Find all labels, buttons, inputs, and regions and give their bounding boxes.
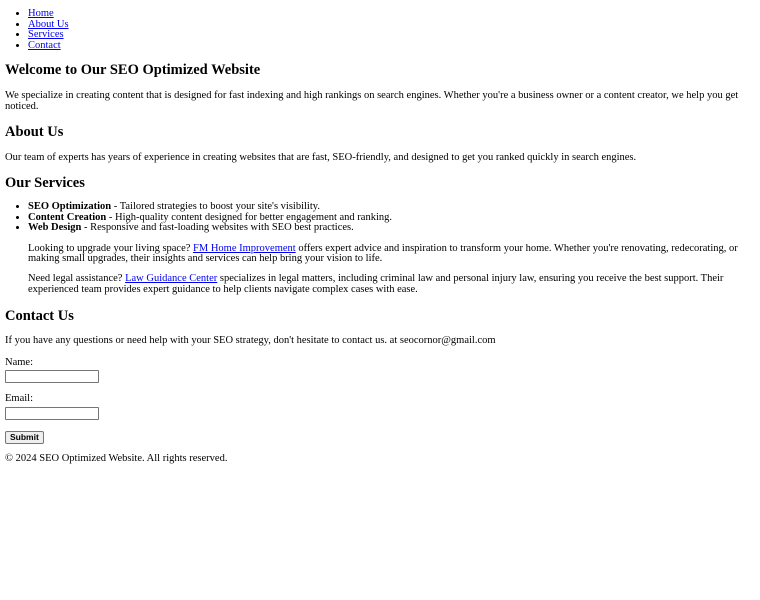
nav-item-contact (28, 41, 755, 52)
fm-home-improvement-link[interactable]: FM Home Improvement (193, 242, 296, 254)
nav-item-services (28, 30, 755, 41)
home-improvement-blurb (28, 244, 738, 265)
service-name: Web Design (28, 222, 82, 234)
nav-list (5, 0, 755, 51)
name-field-wrap (5, 370, 755, 383)
about-heading: About Us (5, 124, 64, 141)
service-desc: - Tailored strategies to boost your site's visibility. (111, 200, 320, 212)
contact-text: If you have any questions or need help with your SEO strategy, don't hesitate to contact us. at seocornor@gmail.com (5, 335, 496, 347)
nav-link-services[interactable]: Services (28, 29, 64, 41)
nav-link-contact[interactable]: Contact (28, 39, 61, 51)
email-input[interactable] (5, 407, 99, 420)
blurb-text-before: Looking to upgrade your living space? (28, 242, 194, 254)
name-label: Name: (5, 356, 33, 368)
services-list (5, 202, 755, 234)
law-guidance-center-link[interactable]: Law Guidance Center (125, 273, 218, 285)
contact-form (5, 358, 755, 444)
nav-item-home (28, 9, 755, 20)
submit-button[interactable]: Submit (5, 431, 44, 444)
footer-copyright: © 2024 SEO Optimized Website. All rights reserved. (5, 453, 228, 465)
submit-wrap (5, 431, 755, 444)
name-input[interactable] (5, 370, 99, 383)
blurb-text-before: Need legal assistance? (28, 273, 126, 285)
service-item-web-design (28, 223, 755, 234)
about-text: Our team of experts has years of experience in creating websites that are fast, SEO-friendly, and designed to get you ranked quickly in search engines. (5, 151, 637, 163)
service-desc: - Responsive and fast-loading websites with SEO best practices. (81, 222, 354, 234)
contact-section (5, 309, 755, 445)
service-desc: - High-quality content designed for better engagement and ranking. (106, 211, 393, 223)
nav-link-home[interactable]: Home (28, 8, 54, 19)
page-title: Welcome to Our SEO Optimized Website (5, 62, 261, 79)
main-nav (5, 0, 755, 51)
welcome-section (5, 63, 755, 112)
blurb-text-after: specializes in legal matters, including criminal law and personal injury law, ensuring you receive the best support. Their experienced team provides expert guidance to help clients navigate complex cases with ease. (28, 273, 724, 295)
welcome-text: We specialize in creating content that is designed for fast indexing and high rankings on search engines. Whether you're a business owner or a content creator, we help you get noticed. (5, 89, 739, 112)
services-heading: Our Services (5, 175, 85, 192)
service-name: Content Creation (28, 211, 107, 223)
service-name: SEO Optimization (28, 200, 112, 212)
footer (5, 454, 755, 465)
services-section (5, 176, 755, 295)
contact-heading: Contact Us (5, 307, 74, 324)
email-field-wrap (5, 407, 755, 420)
nav-link-about[interactable]: About Us (28, 18, 69, 30)
about-section (5, 125, 755, 163)
nav-item-about (28, 20, 755, 31)
email-label: Email: (5, 393, 33, 405)
legal-blurb (28, 274, 738, 295)
blurb-text-after: offers expert advice and inspiration to transform your home. Whether you're renovating, redecorating, or making small upgrades, their insights and services can help bring your vision to life. (28, 242, 738, 265)
